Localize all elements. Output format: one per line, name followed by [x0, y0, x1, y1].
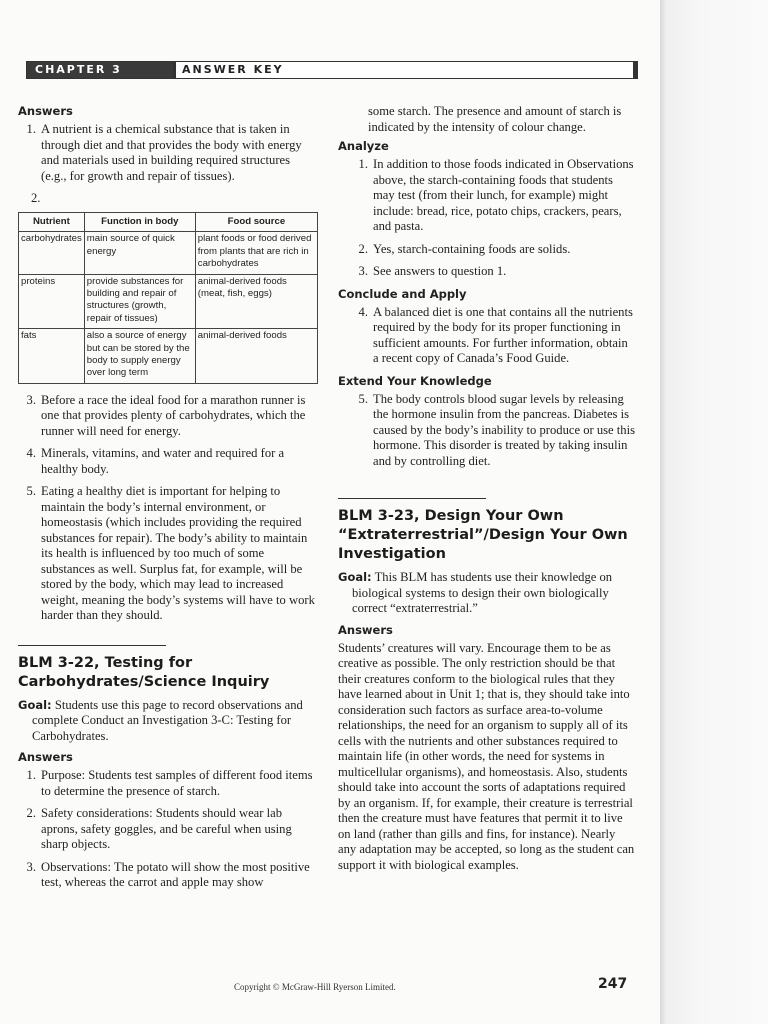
item-number: 2. [26, 806, 36, 821]
copyright-notice: Copyright © McGraw-Hill Ryerson Limited. [234, 982, 396, 992]
table-cell: main source of quick energy [84, 232, 195, 274]
table-cell: carbohydrates [19, 232, 85, 274]
right-column [338, 104, 636, 879]
goal-label: Goal: [18, 697, 52, 712]
column-header: Function in body [84, 213, 195, 232]
item-number: 2. [31, 191, 41, 205]
answers-heading: Answers [18, 104, 73, 118]
item-number: 3. [358, 264, 368, 278]
goal-paragraph [338, 570, 636, 617]
item-text: Eating a healthy diet is important for helping to maintain the body’s internal environment, or homeostasis (which includes providing the required substances for repair). The body’s ability to maintain its health is influenced by too much of some substances as well. Surplus fat, for example, will be stored by the body, which may lead to increased weight, meaning the body’s systems will have to work harder than they should. [41, 484, 315, 623]
blm-3-23-title: BLM 3-23, Design Your Own “Extraterrestrial”/Design Your Own Investigation [338, 508, 628, 562]
extend-heading: Extend Your Knowledge [338, 373, 492, 388]
item-text: Safety considerations: Students should wear lab aprons, safety goggles, and be careful when using sharp objects. [41, 806, 292, 852]
item-number: 3. [26, 392, 36, 407]
item-number: 3. [26, 859, 36, 874]
answers-paragraph: Students’ creatures will vary. Encourage them to be as creative as possible. The only restriction should be that their creatures conform to the biological rules that they have learned about in Unit 1; that is, they should take into consideration such factors as surface area-to-volume relationships, the need for an organism to supply all of its cells with the nutrients and other substances required to maintain life (in other words, the need for systems in multicellular organisms), and homeostasis. Also, students should take into account the sorts of adaptations required by an organism. If, for example, their creature is terrestrial then the creature must have features that permit it to live on land (rather than gills and fins, for instance). Nearly any adaptation may be accepted, so long as the student can support it with biological examples. [338, 640, 635, 872]
answer-item [18, 806, 318, 853]
conclude-list [338, 305, 636, 367]
table-cell: animal-derived foods [195, 329, 317, 384]
item-text: Yes, starch-containing foods are solids. [373, 241, 571, 256]
item-text: Purpose: Students test samples of different food items to determine the presence of starch. [41, 768, 313, 798]
item-text: The body controls blood sugar levels by releasing the hormone insulin from the pancreas. Diabetes is caused by the body’s inability to produce or use this hormone. This disorder is treated by taking insulin and by controlling diet. [373, 391, 635, 468]
item-text: See answers to question 1. [373, 264, 507, 278]
page-edge-shadow [660, 0, 768, 1024]
table-cell: proteins [19, 274, 85, 329]
answer-item [18, 484, 318, 624]
blm22-answers-list [18, 768, 318, 891]
answer-item [18, 446, 318, 477]
column-header: Nutrient [19, 213, 85, 232]
continued-text: some starch. The presence and amount of starch is indicated by the intensity of colour change. [368, 104, 622, 134]
item-number: 5. [358, 391, 368, 406]
item-number: 4. [26, 446, 36, 461]
item-number: 2. [358, 241, 368, 256]
section-divider [18, 645, 166, 646]
left-column [18, 104, 318, 898]
table-cell: plant foods or food derived from plants that are rich in carbohydrates [195, 232, 317, 274]
item-text: Observations: The potato will show the most positive test, whereas the carrot and apple may show [41, 859, 310, 890]
item-text: In addition to those foods indicated in Observations above, the starch-containing foods that students may test (from their lunch, for example) might include: bread, rice, potato chips, crackers, pears, and pasta. [373, 157, 634, 233]
answer-item [338, 392, 636, 470]
answer-item [338, 305, 636, 367]
goal-paragraph [18, 698, 318, 745]
answer-item [18, 122, 318, 184]
item-number: 4. [358, 304, 368, 319]
item-text: A nutrient is a chemical substance that is taken in through diet and that provides the body with energy and materials used in building required structures (e.g., for growth and repair of tissues). [41, 122, 302, 183]
column-header: Food source [195, 213, 317, 232]
answer-key-label: ANSWER KEY [173, 62, 633, 78]
analyze-heading: Analyze [338, 139, 389, 153]
table-row [19, 274, 318, 329]
table-row [19, 232, 318, 274]
answer-item [18, 860, 318, 891]
section-divider [338, 498, 486, 499]
answer-item [338, 264, 636, 280]
answers-heading: Answers [338, 622, 393, 637]
table-cell: animal-derived foods (meat, fish, eggs) [195, 274, 317, 329]
answer-item [338, 157, 636, 235]
answers-list [18, 122, 318, 184]
chapter-label: CHAPTER 3 [27, 62, 173, 78]
table-header-row [19, 213, 318, 232]
item-text: A balanced diet is one that contains all the nutrients required by the body for its proper functioning in sufficient amounts. For further information, obtain a recent copy of Canada’s Food Guide. [373, 304, 633, 365]
item-text: Minerals, vitamins, and water and required for a healthy body. [41, 446, 285, 476]
goal-label: Goal: [338, 570, 372, 584]
goal-text: This BLM has students use their knowledge on biological systems to design their own biologically correct “extraterrestrial.” [352, 570, 613, 615]
goal-text: Students use this page to record observations and complete Conduct an Investigation 3-C: Testing for Carbohydrates. [32, 697, 303, 743]
answers-heading: Answers [18, 750, 73, 765]
item-number: 1. [358, 157, 368, 171]
answer-item [338, 242, 636, 258]
extend-list [338, 392, 636, 470]
answer-item [18, 393, 318, 440]
item-number: 5. [26, 484, 36, 499]
answers-list-continued [18, 393, 318, 624]
nutrient-table [18, 212, 318, 384]
item-number: 1. [26, 122, 36, 136]
blm-3-22-title: BLM 3-22, Testing for Carbohydrates/Science Inquiry [18, 654, 270, 690]
page-number: 247 [598, 976, 628, 992]
chapter-header [26, 61, 638, 79]
table-cell: also a source of energy but can be stored by the body to supply energy over long term [84, 329, 195, 384]
table-cell: provide substances for building and repair of structures (growth, repair of tissues) [84, 274, 195, 329]
analyze-list [338, 157, 636, 280]
table-row [19, 329, 318, 384]
table-cell: fats [19, 329, 85, 384]
item-number: 1. [26, 768, 36, 783]
answer-item [18, 768, 318, 799]
conclude-heading: Conclude and Apply [338, 286, 467, 301]
item-text: Before a race the ideal food for a marathon runner is one that provides plenty of carbohydrates, which the runner will need for energy. [41, 392, 306, 438]
header-end-cap [633, 62, 637, 78]
